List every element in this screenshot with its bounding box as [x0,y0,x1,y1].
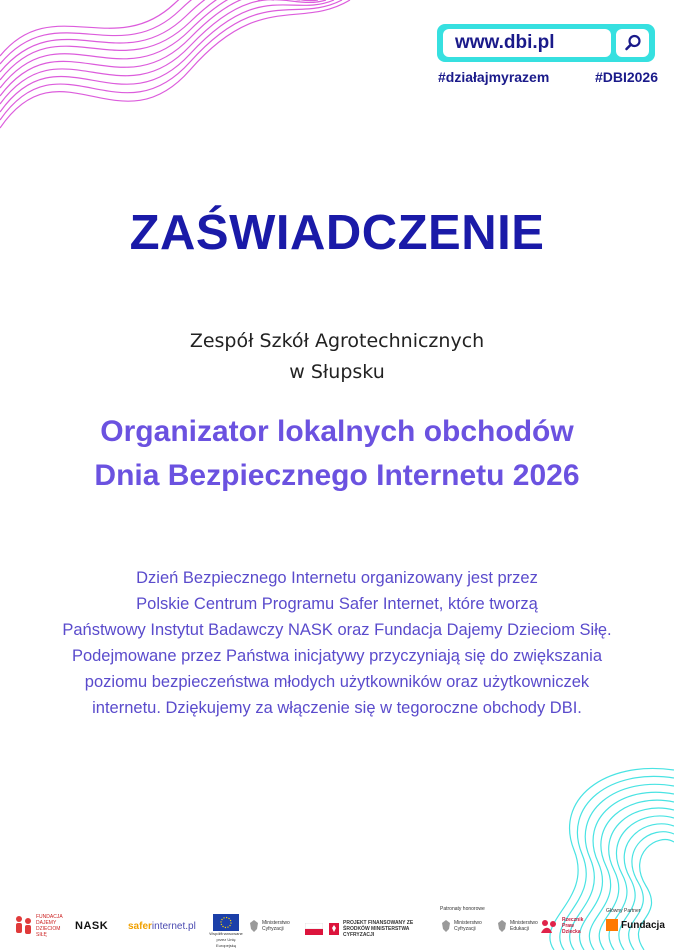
saferinternet-logo [128,921,196,932]
eagle-emblem-icon [440,919,452,933]
organizer-role-line-1: Organizator lokalnych obchodów [100,415,574,448]
fdds-logo-text: FUNDACJA DAJEMY DZIECIOM SIŁĘ [36,914,63,938]
ministry-education-text: Ministerstwo Edukacji [510,920,538,932]
decorative-waves-top [0,0,380,140]
rpd-logo-text: Rzecznik Praw Dziecka [562,917,584,935]
patronat-label: Patronaty honorowe [440,906,485,912]
ministry-digital-logo-text: Ministerstwo Cyfryzacji [262,920,290,932]
eu-logo [206,914,246,949]
body-line: Podejmowane przez Państwa inicjatywy przyczyniają się do zwiększania [71,647,603,665]
body-line: internetu. Dziękujemy za włączenie się w tegoroczne obchody DBI. [92,699,582,717]
body-line: Polskie Centrum Programu Safer Internet, które tworzą [136,595,538,613]
search-box [437,24,655,62]
orange-fundacja-text: Fundacja [621,919,665,931]
school-name-line-1: Zespół Szkół Agrotechnicznych [189,330,485,352]
orange-fundacja-logo [606,919,665,931]
footer-logos [0,900,674,952]
search-button[interactable] [616,29,649,57]
certificate-title: ZAŚWIADCZENIE [129,206,545,260]
hashtag-dzialajmyrazem: #działajmyrazem [438,69,550,85]
hashtags [438,69,658,85]
body-line: Dzień Bezpiecznego Internetu organizowany jest przez [136,569,538,587]
ministry-digital-patron-text: Ministerstwo Cyfryzacji [454,920,482,932]
ministry-digital-logo [248,919,290,933]
rpd-emblem-icon [540,918,560,934]
certificate-body [20,565,654,721]
ministry-digital-patron-logo [440,919,482,933]
body-line: poziomu bezpieczeństwa młodych użytkowników oraz użytkowniczek [84,673,590,691]
fdds-logo [14,914,62,938]
krajowy-program-text: PROJEKT FINANSOWANY ZE ŚRODKÓW MINISTERSTWA CYFRYZACJI [343,920,414,938]
school-name-line-2: w Słupsku [289,361,385,383]
polish-flag-icon [305,923,323,935]
hashtag-dbi2026: #DBI2026 [594,69,658,85]
saferinternet-logo-part-2: internet.pl [151,921,196,932]
body-line: Państwowy Instytut Badawczy NASK oraz Fundacja Dajemy Dzieciom Siłę. [62,621,612,639]
eu-logo-text: Współfinansowane przez Unię Europejską [209,931,243,948]
nask-logo [75,920,108,932]
eu-flag-icon [213,914,239,931]
polish-emblem-icon [329,923,339,935]
nask-logo-text: NASK [75,920,109,932]
saferinternet-logo-part-1: safer [128,921,152,932]
school-name [0,326,674,388]
rpd-logo [540,917,590,935]
krajowy-program-logo [305,920,421,938]
organizer-role-line-2: Dnia Bezpiecznego Internetu 2026 [94,459,580,492]
ministry-education-logo [496,919,538,933]
eagle-emblem-icon [496,919,508,933]
partner-label: Główny Partner [606,908,641,914]
search-icon [623,33,643,53]
orange-square-icon [606,919,618,931]
search-input[interactable]: www.dbi.pl [443,29,611,57]
eagle-emblem-icon [248,919,260,933]
organizer-role [0,410,674,498]
children-icon [14,915,34,937]
